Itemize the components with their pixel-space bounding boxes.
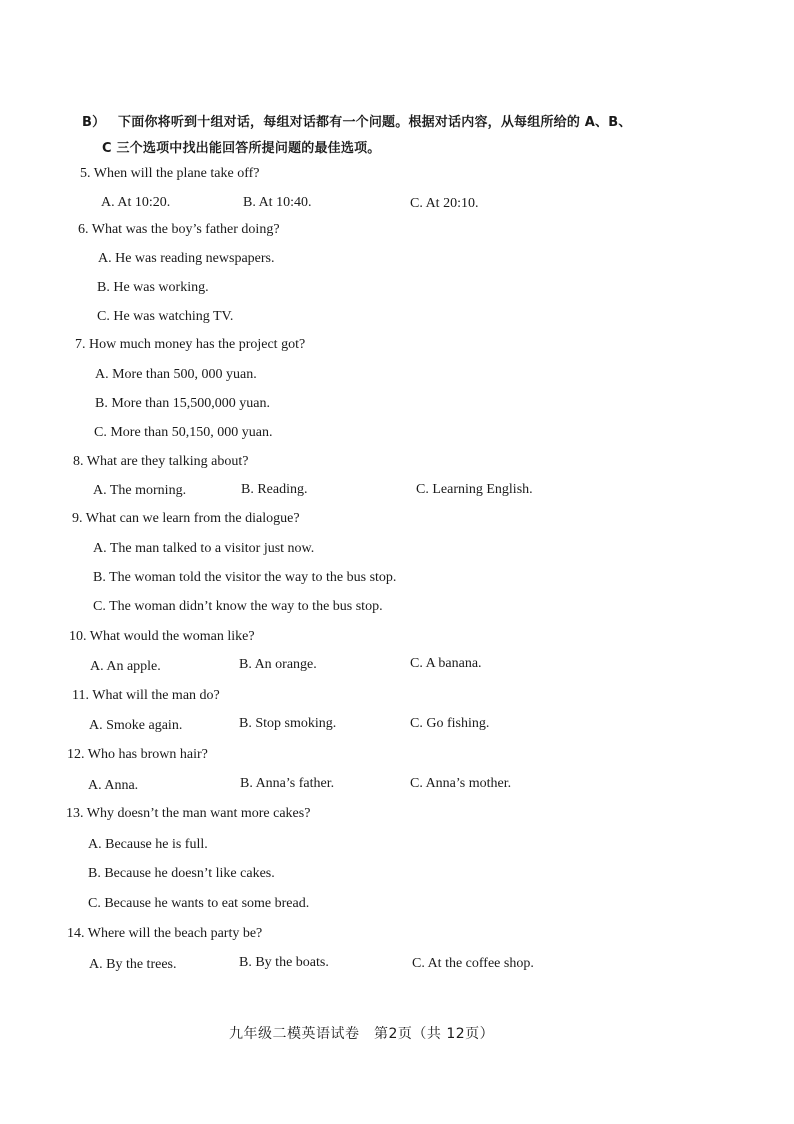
question-number: 13. <box>66 806 84 821</box>
option-6b: B. He was working. <box>97 280 209 295</box>
option-6c: C. He was watching TV. <box>97 309 234 324</box>
option-14a: A. By the trees. <box>89 957 177 972</box>
question-number: 14. <box>67 926 85 941</box>
option-7a: A. More than 500, 000 yuan. <box>95 367 257 382</box>
option-5b: B. At 10:40. <box>243 195 312 210</box>
option-13b: B. Because he doesn’t like cakes. <box>88 866 275 881</box>
question-14 <box>67 926 262 942</box>
option-8a: A. The morning. <box>93 483 187 498</box>
question-number: 11. <box>72 688 89 703</box>
question-9 <box>72 511 300 527</box>
question-number: 10. <box>69 629 87 644</box>
question-number: 9. <box>72 511 83 526</box>
question-number: 7. <box>75 337 86 352</box>
option-7b: B. More than 15,500,000 yuan. <box>95 396 270 411</box>
option-5c: C. At 20:10. <box>410 196 479 211</box>
section-instruction-line2: C 三个选项中找出能回答所提问题的最佳选项。 <box>102 141 381 156</box>
question-number: 6. <box>78 222 89 237</box>
option-8c: C. Learning English. <box>416 482 533 497</box>
option-9b: B. The woman told the visitor the way to the bus stop. <box>93 570 397 585</box>
option-10c: C. A banana. <box>410 656 482 671</box>
question-5 <box>80 166 259 182</box>
option-14b: B. By the boats. <box>239 955 329 970</box>
option-7c: C. More than 50,150, 000 yuan. <box>94 425 273 440</box>
question-text: What will the man do? <box>92 688 220 703</box>
option-9c: C. The woman didn’t know the way to the bus stop. <box>93 599 383 614</box>
section-instruction-text: 下面你将听到十组对话，每组对话都有一个问题。根据对话内容，从每组所给的 A、B、 <box>118 115 632 130</box>
question-12 <box>67 747 208 763</box>
question-11 <box>72 688 220 704</box>
question-text: How much money has the project got? <box>89 337 306 352</box>
question-number: 5. <box>80 166 91 181</box>
option-12c: C. Anna’s mother. <box>410 776 512 791</box>
option-10b: B. An orange. <box>239 657 317 672</box>
question-10 <box>69 629 255 645</box>
question-text: What was the boy’s father doing? <box>91 222 280 237</box>
question-6 <box>78 222 280 238</box>
question-text: Why doesn’t the man want more cakes? <box>86 806 311 821</box>
option-13c: C. Because he wants to eat some bread. <box>88 896 310 911</box>
option-9a: A. The man talked to a visitor just now. <box>93 541 315 556</box>
option-11a: A. Smoke again. <box>89 718 183 733</box>
question-text: Where will the beach party be? <box>87 926 263 941</box>
option-11c: C. Go fishing. <box>410 716 490 731</box>
question-8 <box>73 454 248 470</box>
question-text: What can we learn from the dialogue? <box>85 511 300 526</box>
option-12a: A. Anna. <box>88 778 139 793</box>
question-text: What are they talking about? <box>86 454 249 469</box>
section-label: B） <box>82 115 106 130</box>
option-6a: A. He was reading newspapers. <box>98 251 275 266</box>
option-11b: B. Stop smoking. <box>239 716 337 731</box>
option-12b: B. Anna’s father. <box>240 776 335 791</box>
option-8b: B. Reading. <box>241 482 308 497</box>
page-footer: 九年级二模英语试卷 第2页（共 12页） <box>229 1026 495 1042</box>
question-text: When will the plane take off? <box>93 166 260 181</box>
option-13a: A. Because he is full. <box>88 837 208 852</box>
question-number: 8. <box>73 454 84 469</box>
option-10a: A. An apple. <box>90 659 161 674</box>
question-number: 12. <box>67 747 85 762</box>
option-14c: C. At the coffee shop. <box>412 956 534 971</box>
question-text: Who has brown hair? <box>87 747 208 762</box>
question-7 <box>75 337 305 353</box>
question-13 <box>66 806 310 822</box>
question-text: What would the woman like? <box>89 629 255 644</box>
option-5a: A. At 10:20. <box>101 195 171 210</box>
section-instruction-line1 <box>82 111 632 130</box>
